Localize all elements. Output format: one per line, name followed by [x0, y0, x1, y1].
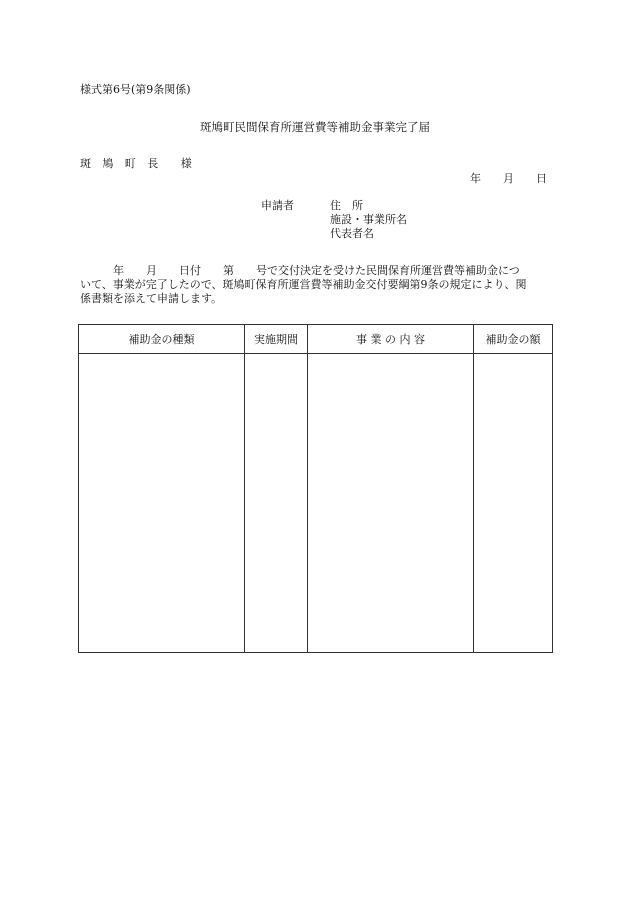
document-title: 斑鳩町民間保育所運営費等補助金事業完了届 [200, 120, 430, 134]
grant-details-table [78, 324, 553, 653]
date-line: 年 月 日 [470, 172, 547, 185]
header-period: 実施期間 [245, 325, 308, 354]
header-grant-amount: 補助金の額 [474, 325, 553, 354]
address-label: 住 所 [330, 199, 363, 212]
form-number: 様式第6号(第9条関係) [80, 83, 191, 96]
header-project-content: 事 業 の 内 容 [308, 325, 474, 354]
addressee: 斑 鳩 町 長 様 [80, 157, 192, 170]
applicant-label: 申請者 [261, 199, 294, 212]
body-line: 年 月 日付 第 号で交付決定を受けた民間保育所運営費等補助金につ [80, 264, 520, 277]
table-row [79, 354, 553, 653]
table-header-row [79, 325, 553, 354]
header-grant-type: 補助金の種類 [79, 325, 245, 354]
cell-period[interactable] [245, 354, 308, 653]
body-line: いて、事業が完了したので、斑鳩町保育所運営費等補助金交付要綱第9条の規定により、関 [80, 278, 527, 291]
representative-label: 代表者名 [330, 227, 374, 240]
body-line: 係書類を添えて申請します。 [80, 292, 223, 305]
cell-grant-type[interactable] [79, 354, 245, 653]
cell-grant-amount[interactable] [474, 354, 553, 653]
facility-name-label: 施設・事業所名 [330, 213, 407, 226]
cell-project-content[interactable] [308, 354, 474, 653]
body-text [80, 264, 555, 306]
